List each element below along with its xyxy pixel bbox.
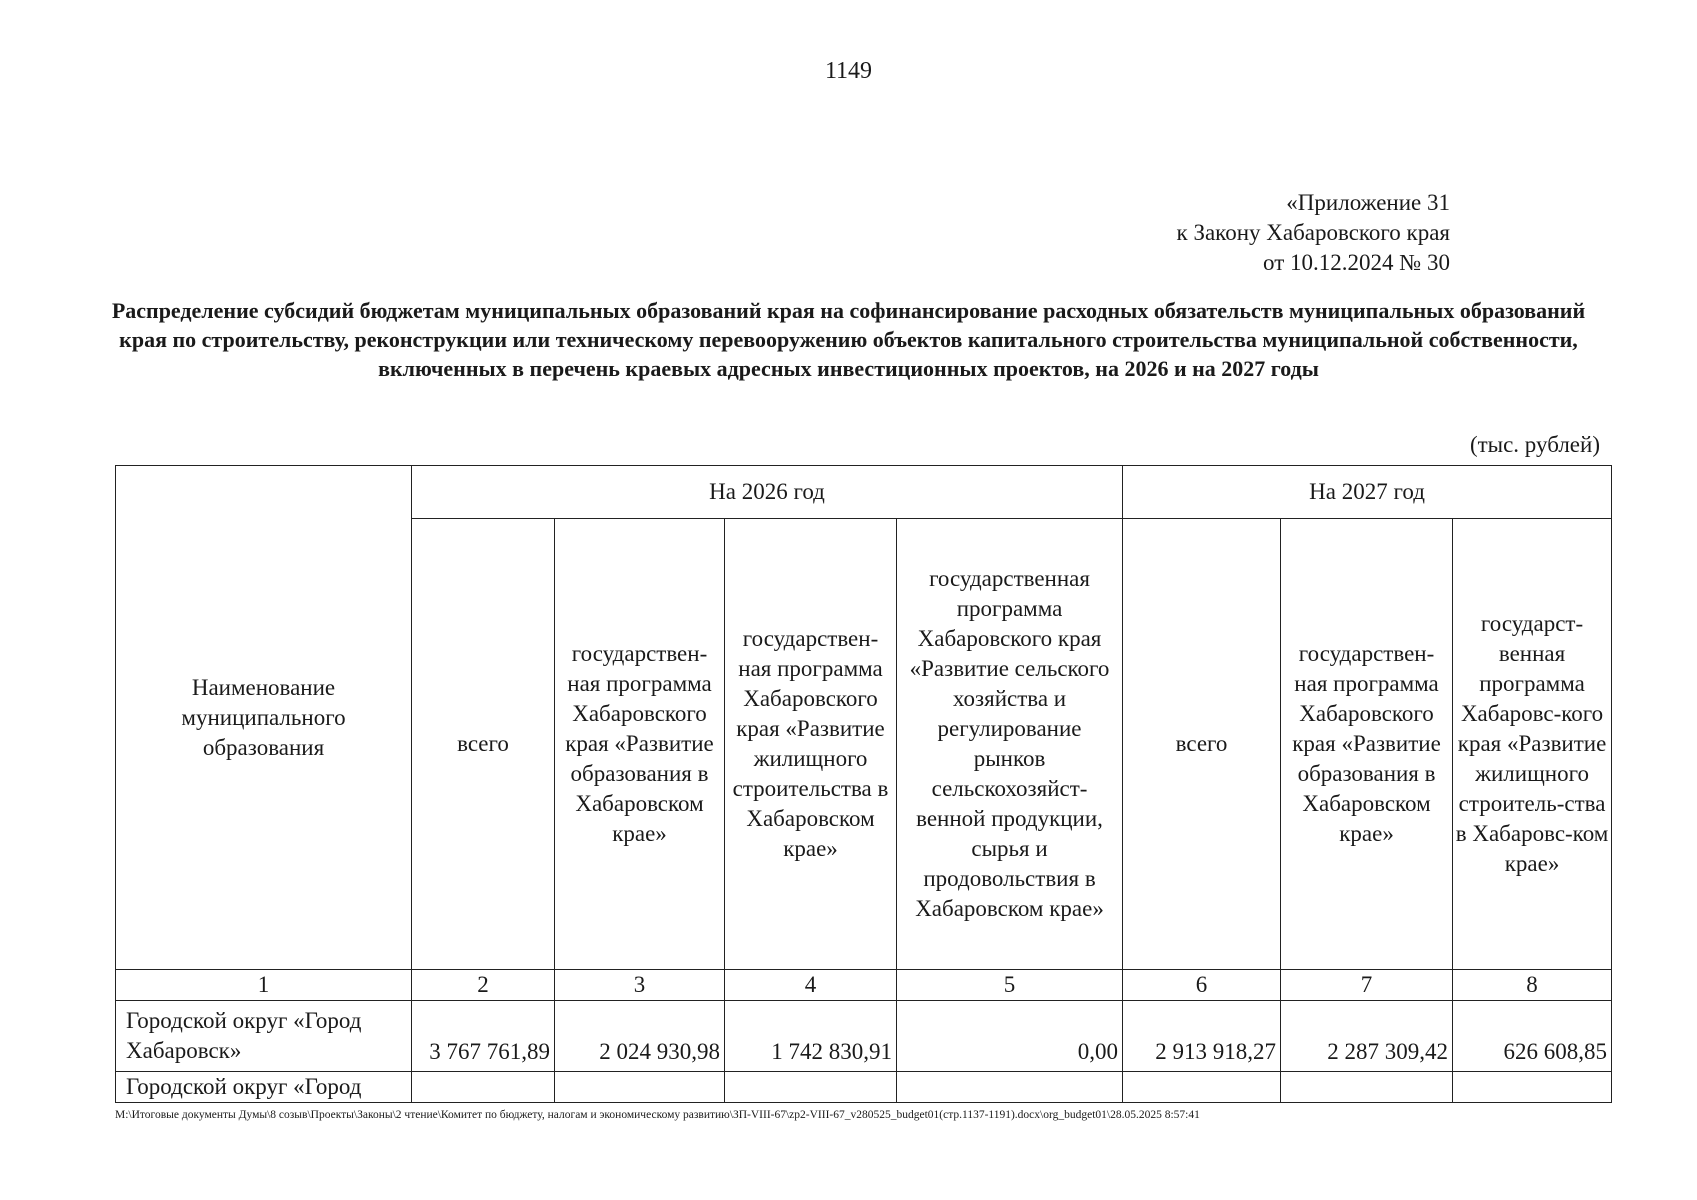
column-number-row xyxy=(116,970,1612,1001)
table-row xyxy=(116,1001,1612,1072)
column-number: 7 xyxy=(1281,970,1453,1001)
header-year-2026: На 2026 год xyxy=(412,466,1123,519)
appendix-line-1: «Приложение 31 xyxy=(1286,190,1450,215)
value-2027-education: 2 287 309,42 xyxy=(1281,1001,1453,1072)
column-number: 5 xyxy=(897,970,1123,1001)
column-number: 8 xyxy=(1453,970,1612,1001)
document-title: Распределение субсидий бюджетам муниципальных образований края на софинансирование расходных обязательств муниципальных образований края по строительству, реконструкции или техническому перевооружению объектов капитального строительства муниципальной собственности, включенных в перечень краевых адресных инвестиционных проектов, на 2026 и на 2027 годы xyxy=(111,298,1586,381)
file-path-footer: M:\Итоговые документы Думы\8 созыв\Проекты\Законы\2 чтение\Комитет по бюджету, налогам и экономическому развитию\ЗП-VIII-67\zp2-VIII-67_v280525_budget01(стр.1137-1191).docx\org_budget01\28.05.2025 8:57:41 xyxy=(115,1109,1200,1121)
value-2026-total: 3 767 761,89 xyxy=(412,1001,555,1072)
appendix-line-2: к Закону Хабаровского края xyxy=(1176,220,1450,245)
subsidy-table xyxy=(115,465,1612,1103)
municipality-name: Городской округ «Город xyxy=(116,1072,412,1103)
column-number: 2 xyxy=(412,970,555,1001)
column-number: 4 xyxy=(725,970,897,1001)
column-number: 1 xyxy=(116,970,412,1001)
column-number: 6 xyxy=(1123,970,1281,1001)
header-2027-total: всего xyxy=(1123,519,1281,970)
header-2026-education-program: государствен-ная программа Хабаровского края «Развитие образования в Хабаровском крае» xyxy=(555,519,725,970)
header-2027-housing-program: государст-венная программа Хабаровс-кого края «Развитие жилищного строитель-ства в Хабаровс-ком крае» xyxy=(1453,519,1612,970)
page-number: 1149 xyxy=(824,58,873,84)
header-year-2027: На 2027 год xyxy=(1123,466,1612,519)
header-2027-education-program: государствен-ная программа Хабаровского края «Развитие образования в Хабаровском крае» xyxy=(1281,519,1453,970)
value-2026-agriculture: 0,00 xyxy=(897,1001,1123,1072)
appendix-reference xyxy=(1177,188,1450,278)
table-row xyxy=(116,1072,1612,1103)
header-2026-total: всего xyxy=(412,519,555,970)
value-2026-education: 2 024 930,98 xyxy=(555,1001,725,1072)
column-number: 3 xyxy=(555,970,725,1001)
appendix-line-3: от 10.12.2024 № 30 xyxy=(1263,250,1450,275)
units-label: (тыс. рублей) xyxy=(1469,432,1600,457)
municipality-name: Городской округ «Город Хабаровск» xyxy=(116,1001,412,1072)
value-2026-housing: 1 742 830,91 xyxy=(725,1001,897,1072)
value-2027-total: 2 913 918,27 xyxy=(1123,1001,1281,1072)
header-2026-agriculture-program: государственная программа Хабаровского края «Развитие сельского хозяйства и регулирование рынков сельскохозяйст-венной продукции, сырья и продовольствия в Хабаровском крае» xyxy=(897,519,1123,970)
header-municipality-name: Наименование муниципального образования xyxy=(116,466,412,970)
value-2027-housing: 626 608,85 xyxy=(1453,1001,1612,1072)
header-2026-housing-program: государствен-ная программа Хабаровского края «Развитие жилищного строительства в Хабаровском крае» xyxy=(725,519,897,970)
